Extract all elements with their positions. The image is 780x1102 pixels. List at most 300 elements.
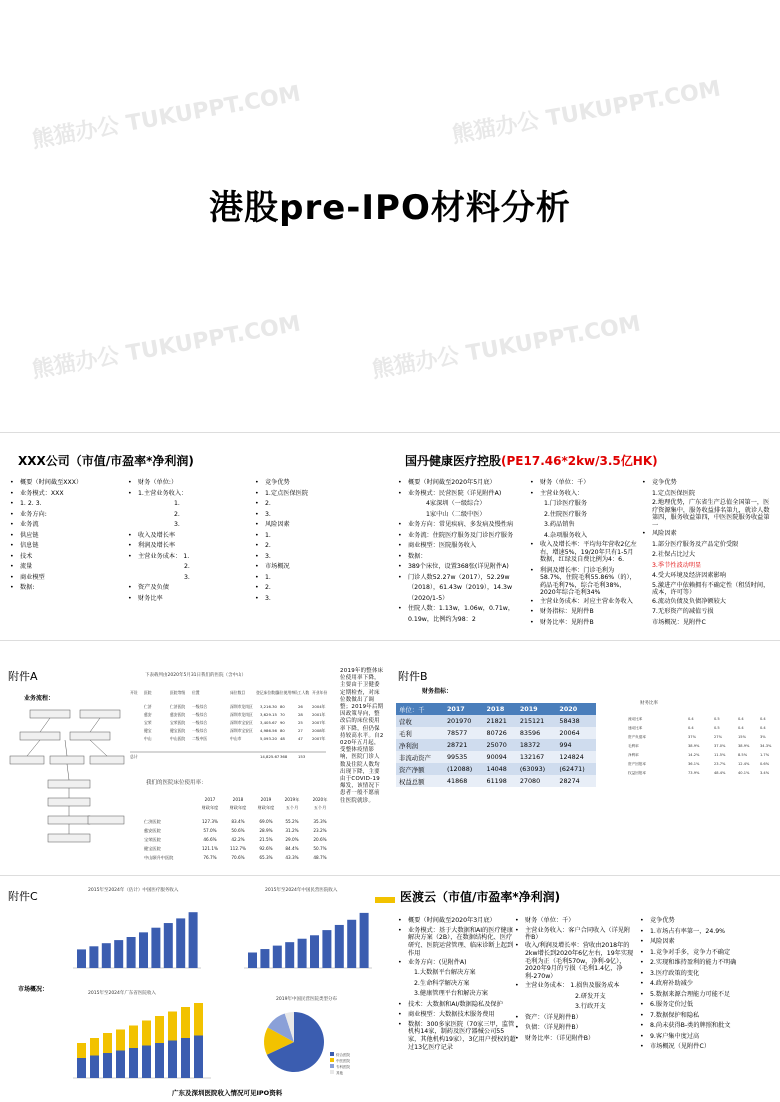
header-cell: 财政年度 [257,805,275,810]
cell: 124824 [556,751,596,763]
cell: 83.4% [231,819,245,824]
bar [260,949,269,968]
bar [164,923,173,968]
header-cell: 开设 [130,690,138,695]
cell: 15% [738,735,746,739]
list-item: • 利润及增长率：门诊毛利为58.7%，住院毛利55.86%（的），药品毛利7%，综合毛利38%，2020年综合毛利34% [530,567,638,597]
header-cell: 2017 [444,703,484,715]
cell: 毛利率 [628,744,639,748]
bar [347,920,356,968]
cell: 2007年 [312,720,326,725]
bar [248,953,257,969]
pie-legend-0: 综合医院 [336,1053,350,1057]
legend-swatch [330,1058,334,1062]
cell: 14,825.67 [260,754,280,759]
bar-segment [142,1046,151,1079]
list-item: • 财务指标：见附件B [530,607,638,618]
list-item: • 商业模型：医院服务收入 [398,541,526,552]
ratio-header: 财务比率 [640,701,658,706]
legend-swatch [330,1064,334,1068]
bar-segment [168,1041,177,1079]
chart3-title: 2015年至2024年广东省医院收入 [88,991,156,996]
cell: 仁济医院 [144,819,161,824]
watermark: 熊猫办公 TUKUPPT.COM [370,311,643,384]
cell: 18372 [517,739,557,751]
cell: 48.7% [313,855,327,860]
slide3-col2 [515,916,635,1044]
bar-segment [90,1038,99,1056]
slide2-title-text: 国丹健康医疗控股 [405,454,502,468]
header-cell: 开业年份 [312,690,328,695]
list-item: • 6.服务定价过低 [640,1000,775,1011]
bar [335,925,344,968]
cell: 3,405.67 [260,720,277,725]
header-cell: 登记床位数目 [256,690,279,695]
cell: 慈安医院 [170,712,186,717]
slide3-title: 医渡云（市值/市盈率*净利润) [400,890,561,904]
bar-segment [129,1048,138,1078]
list-item: • 竞争优势 [255,478,365,489]
accent-bar [375,897,395,903]
list-item: • 数据: [10,583,130,594]
list-item: 3.健康管理平台和解决方案 [414,990,488,998]
cell: 宝荣医院 [144,837,161,842]
pie-slices [264,1012,334,1074]
list-item: • 业务方向：(见附件A) [398,958,516,969]
cell: 40.1% [738,771,750,775]
list-item: • 竞争优势 [640,916,775,927]
cell: 14048 [484,763,517,775]
list-item: • 风险因素 [642,529,770,540]
list-item: • 商业模型：大数据技术服务费用 [398,1010,516,1021]
cell: 慈安 [144,712,152,717]
bar [285,942,294,968]
cell: 83596 [517,727,557,739]
bar-segment [194,1036,203,1079]
cell: 35.3% [313,819,327,824]
cell: 宝荣 [144,720,152,725]
list-item: • 8.尚未获得B-类的牌照和批文 [640,1021,775,1032]
cell: 健宝医院 [170,728,186,733]
cell: 14.2% [688,753,700,757]
header-cell: 五个月 [285,805,299,810]
bar [310,935,319,968]
list-item: • 商业模型 [10,573,130,584]
list-item: • 3. [255,594,365,605]
cell: 90 [280,720,285,725]
list-item: • 主营业务成本： 1. [128,552,248,563]
cell: 69.0% [259,819,273,824]
header-cell: 床位数目 [230,690,246,695]
appendix-c-label: 附件C [8,890,38,903]
cell: 0.4 [688,717,694,721]
header-cell: 财政年度 [229,805,247,810]
list-item: • 收入及增长率 [128,531,248,542]
cell: 58438 [556,715,596,727]
table-header-row [396,703,596,715]
list-item: • 9.客户集中度过高 [640,1032,775,1043]
bar-segment [129,1026,138,1049]
list-item: • 389个床位，设置368张(详见附件A) [398,562,526,573]
cell: 55.2% [285,819,299,824]
list-item: • 财务比率 [128,594,248,605]
list-item: • 2. [255,541,365,552]
list-item: 1.门诊医疗服务 [544,500,588,507]
list-item: 4.受大环境及经济因素影响 [652,572,726,579]
list-item: • 业务流：住院医疗服务及门诊医疗服务 [398,531,526,542]
list-item: 4.杂项服务收入 [544,531,588,539]
list-item: • 财务比率：（详见附件B） [515,1034,635,1045]
bar [298,939,307,968]
cell: 流动比率 [628,717,643,721]
chart2-bars [248,913,369,968]
cell: 2004年 [312,704,326,709]
cell: 994 [556,739,596,751]
bar [114,940,123,968]
cell: 36.1% [688,762,700,766]
list-item: 3.药品销售 [544,521,575,528]
cell: 12.4% [738,762,750,766]
list-item: 2.住院医疗服务 [544,510,588,518]
slide3-col3 [640,916,775,1053]
table-row [396,763,596,775]
cell: 29.0% [285,837,299,842]
list-item: • 业务流 [10,520,130,531]
cell: 80726 [484,727,517,739]
cell: 3% [760,735,766,739]
cell: 80 [280,728,285,733]
list-item: • 数据： [398,552,526,563]
cell: 34.3% [760,744,772,748]
bar [127,937,136,968]
table-row [396,775,596,787]
header-cell: 五个月 [313,805,327,810]
slide1-col2 [128,478,248,604]
cell: 一级综合 [192,720,208,725]
cell: 总计 [130,754,138,759]
cell: 健宝医院 [144,846,161,851]
list-item: • 1.市场占有率第一，24.9% [640,927,775,938]
chart2-title: 2015年至2024年中国民营医院收入 [265,888,338,893]
list-item: • 财务（单位：千） [530,478,638,489]
cell: 65.3% [259,855,273,860]
cell: 21.5% [259,837,273,842]
cell: 48 [280,736,285,741]
cell: 资产回报率 [628,762,646,766]
bar [322,930,331,968]
slide2-col1 [398,478,526,625]
watermark: 熊猫办公 TUKUPPT.COM [30,311,303,384]
list-item: • 流量 [10,562,130,573]
flow-title: 业务流程： [24,695,55,702]
list-item: 5.激进产中依赖拥有不确定性（租赁时间，成本，许可等） [652,581,770,596]
list-item: • 概要（时间截至XXX） [10,478,130,489]
bar-segment [77,1058,86,1078]
cell: 8.5% [738,753,748,757]
list-item: 市场概况：见附件C [652,618,706,626]
cell: 深圳市龙岗区 [230,712,253,717]
slide2-title [405,452,658,469]
cell: 28274 [556,775,596,787]
cell: 78577 [444,727,484,739]
bar [360,913,369,968]
cell: 仁济 [144,704,152,709]
pie-title: 2019年中国民营医院类型分布 [276,997,337,1002]
slide1-col1 [10,478,130,594]
cell: 0.4 [738,726,744,730]
list-item: 2.研发开支 [575,992,606,1000]
cell: 二级中医 [192,736,208,741]
list-item: • 3. [255,510,365,521]
finance-table [396,703,596,787]
cell: 0.4 [760,726,766,730]
pie-legend-1: 中医医院 [336,1059,350,1063]
cell: 0.6% [760,762,770,766]
cell: 一级综合 [192,728,208,733]
slide2-col3 [642,478,770,628]
list-item: 1.大数据平台解决方案 [414,969,476,977]
cell: 净利率 [628,753,639,757]
hospital-table [130,682,330,764]
chart-medical-revenue [65,894,205,976]
cell: 37.0% [714,744,726,748]
list-item: • 市场概况 [255,562,365,573]
cell: 1.7% [760,753,770,757]
pie-legend-3: 其他 [336,1071,343,1075]
bar [77,949,86,968]
bar [273,946,282,968]
list-item: 3.行政开支 [575,1003,606,1011]
bar-segment [155,1043,164,1078]
cell: 中山医院 [170,736,186,741]
cell: 27% [714,735,722,739]
list-item: • 1. [255,573,365,584]
header-cell: 单位：千 [396,703,444,715]
list-item: 3.季节性波动明显 [652,561,702,569]
cell: (63093) [517,763,557,775]
divider [0,640,780,641]
bar-segment [116,1051,125,1079]
list-item: • 3. [255,552,365,563]
divider [0,432,780,433]
header-cell: 床位使用率 [276,690,295,695]
ratio-table [618,712,772,784]
bar-segment [155,1016,164,1043]
header-cell: 2020年 [312,797,328,802]
cell: 中山 [144,736,152,741]
header-cell: 2019 [260,797,272,802]
bar-segment [77,1043,86,1058]
bar [102,943,111,968]
cell: 27080 [517,775,557,787]
slide3-col1 [398,916,516,1052]
list-item: • 7.数据保护和隐私 [640,1011,775,1022]
list-item: 2. [174,510,180,518]
cell: 25070 [484,739,517,751]
chart3-bars [77,1003,203,1078]
bar-segment [181,1007,190,1038]
header-cell: 2018 [232,797,244,802]
bar [151,928,160,968]
list-item: • 业务方向：常见疾病、多发病及慢性病 [398,520,526,531]
slide1-title: XXX公司（市值/市盈率*净利润) [18,454,194,468]
bar-segment [103,1053,112,1078]
list-item: • 业务模式：基于大数据和AI的医疗健康解决方案（2B），在数据结构化、医疗研究、医院运营管理、临床诊断上起到作用 [398,927,516,958]
list-item: • 1. [255,531,365,542]
chart-private-hospital [236,894,376,976]
slide2-col2 [530,478,638,628]
list-item: • 收入/利润及增长率：营收由2018年的2kw增长到2020年6亿左右，19年实现毛利为正（毛利570w，净利-9亿），2020年9月的亏损（毛利1.4亿，净利-270w） [515,942,635,981]
cell: 2007年 [312,736,326,741]
slide2-title-valuation: (PE17.46*2kw/3.5亿HK) [501,454,658,468]
cell: (62471) [556,763,596,775]
cell: 70.6% [231,855,245,860]
cell: 23.7% [714,762,726,766]
table-row [396,751,596,763]
header-cell: 2020 [556,703,596,715]
list-item: • 业务模式：XXX [10,489,130,500]
cell: 70 [280,712,285,717]
list-item: • 主营业务收入：客户合同收入（详见附件B） [515,927,635,943]
cell: 112.7% [230,846,246,851]
list-item: 1. [174,500,180,507]
list-item: • 门诊人数52.27w（2017），52.29w（2018），61.43w（2019），14.3w（2020/1-5） [398,573,526,605]
cell: 20064 [556,727,596,739]
cell: 76.7% [203,855,217,860]
cell: 11.5% [714,753,726,757]
cell: (12088) [444,763,484,775]
list-item: • 主营业务成本： 1.损售及服务成本 [515,981,635,992]
list-item: 1.定点医保医院 [652,489,696,497]
cell: 毛利 [396,727,444,739]
cell: 47 [298,736,303,741]
cell: 3.4% [760,771,770,775]
bar [189,912,198,968]
cell: 57.0% [203,828,217,833]
cell: 132167 [517,751,557,763]
cell: 仁济医院 [170,704,186,709]
cell: 99535 [444,751,484,763]
cell: 80 [280,704,285,709]
list-item: • 竞争优势 [642,478,770,489]
list-item: • 3.医疗政策的变化 [640,969,775,980]
bar-segment [181,1038,190,1078]
header-cell: 财政年度 [201,805,219,810]
ratio-table-body [628,716,772,775]
bar-segment [168,1012,177,1041]
legend-swatch [330,1070,334,1074]
cell: 201970 [444,715,484,727]
cell: 38.9% [738,744,750,748]
cell: 50.7% [313,846,327,851]
list-item: 4家深圳（一级综合） [426,500,486,507]
list-item: • 利润及增长率 [128,541,248,552]
market-label: 市场概况： [18,986,49,993]
cell: 健宝 [144,728,152,733]
header-cell: 2019 [517,703,557,715]
cell: 43.3% [285,855,299,860]
cell: 121.1% [202,846,218,851]
occupancy-table-body [144,796,327,861]
list-item: • 概要（时间截至2020年3月底） [398,916,516,927]
list-item: • 信息链 [10,541,130,552]
bar [89,946,98,968]
cell: 28 [298,712,303,717]
appendix-a-note: 2019年的整体床位使用率下降，主要由于卫健委定期检查，对床位数做出了调整；2019年后期因政策导向，整改后的床位使用率下降，但仍保持较高水平。自2020年五月起，受整体疫情影响，医院门诊人数及住院人数均出现下降，主要由于COVID-19爆发，该情况下患者一般不愿前往医院就诊。 [340,668,384,804]
list-item: 2.地理优势，广东省生产总值全国第一，医疗资源集中，服务收益排名第九，就诊人数第四，服务收益第四，中医医院服务收益第一 [652,499,770,529]
cell: 一级综合 [192,712,208,717]
header-cell: 位置 [192,690,200,695]
list-item: • 1. 2. 3. [10,499,130,510]
table-row [396,739,596,751]
cell: 资产负债率 [628,735,646,739]
cell: 38.9% [688,744,700,748]
bar-segment [90,1056,99,1079]
cell: 权益回报率 [628,771,646,775]
cell: 28721 [444,739,484,751]
watermark: 熊猫办公 TUKUPPT.COM [30,81,303,154]
cell: 深圳市龙岗区 [230,704,253,709]
cell: 中山市 [230,736,242,741]
cell: 61198 [484,775,517,787]
cell: 深圳市宝安区 [230,720,253,725]
header-cell: 2019年 [284,797,300,802]
cell: 92.6% [259,846,273,851]
list-item: • 业务模式：民营医院（详见附件A) [398,489,526,500]
cell: 90094 [484,751,517,763]
list-item: • 供应链 [10,531,130,542]
list-item: • 1.竞争对手多，竞争力不确定 [640,948,775,959]
cell: 深圳市宝安区 [230,728,253,733]
list-item: • 财务（单位：千） [515,916,635,927]
cell: 23.2% [313,828,327,833]
cell: 37% [688,735,696,739]
list-item: 2.社保占比过大 [652,551,696,558]
occupancy-table [140,793,330,865]
list-item: • 数据：300多家医院（70家三甲，监管机构14家，制药及医疗器械公司55家，其他机构19家），3亿用户授权的超过13亿医疗记录 [398,1021,516,1052]
list-item: • 住院人数：1.13w，1.06w，0.71w，0.19w，比例约为98：2 [398,604,526,625]
cell: 慈安医院 [144,828,161,833]
cell: 2001年 [312,712,326,717]
cell: 48.4% [714,771,726,775]
header-cell: 员工人数 [294,690,310,695]
list-item: • 财务比率：见附件B [530,618,638,629]
list-item: • 业务方向: [10,510,130,521]
appendix-a-label: 附件A [8,670,38,683]
header-cell: 2018 [484,703,517,715]
list-item: • 资产：（详见附件B） [515,1013,635,1024]
cell: 215121 [517,715,557,727]
cell: 46.6% [203,837,217,842]
cell: 20.6% [313,837,327,842]
list-item: 3. [184,573,190,581]
document-title: 港股pre-IPO材料分析 [209,188,571,228]
bar [139,932,148,968]
cell: 0.4 [688,726,694,730]
cell: 25 [298,720,303,725]
pie-legend-2: 专科医院 [336,1065,350,1069]
cell: 资产净额 [396,763,444,775]
bar-segment [142,1021,151,1046]
rate-caption: 我们的医院床位使用率： [146,780,207,786]
list-item: • 概要（时间截至2020年5月底） [398,478,526,489]
bar [176,918,185,968]
cell: 营收 [396,715,444,727]
cell: 153 [298,754,306,759]
legend-swatch [330,1052,334,1056]
table-row [396,727,596,739]
hospital-table-body [130,690,327,759]
